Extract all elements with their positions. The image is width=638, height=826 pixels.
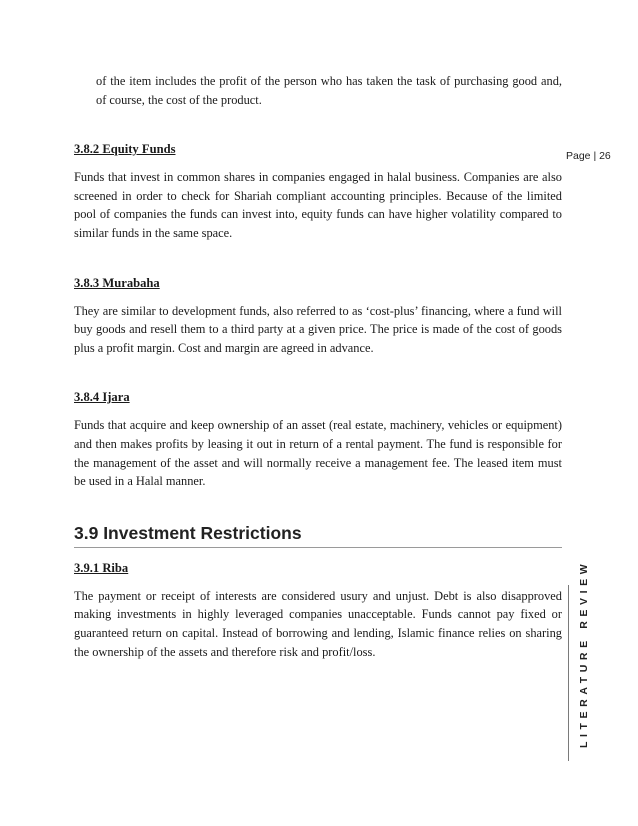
investment-restrictions-heading: 3.9 Investment Restrictions bbox=[74, 523, 562, 548]
intro-paragraph: of the item includes the profit of the person who has taken the task of purchasing good and, of course, the cost of the product. bbox=[96, 74, 562, 107]
ijara-paragraph: Funds that acquire and keep ownership of an asset (real estate, machinery, vehicles or equipment) and then makes profits by leasing it out in return of a rental payment. The fund is responsible for the management of the asset and will normally receive a management fee. The leased item must be used in a Halal manner. bbox=[74, 418, 562, 489]
page-number: Page | 26 bbox=[566, 150, 611, 162]
murabaha-paragraph: They are similar to development funds, also referred to as ‘cost-plus’ financing, where a fund will buy goods and resell them to a third party at a given price. The price is made of the cost of goods plus a profit margin. Cost and margin are agreed in advance. bbox=[74, 303, 562, 355]
side-divider bbox=[568, 585, 569, 761]
ijara-heading: 3.8.4 Ijara bbox=[74, 390, 130, 405]
equity-funds-paragraph: Funds that invest in common shares in companies engaged in halal business. Companies are also screened in order to check for Shariah compliant accounting principles. Because of the limited pool of companies the funds can invest into, equity funds can have higher volatility compared to similar funds in the same space. bbox=[74, 170, 562, 240]
page-content bbox=[74, 72, 562, 661]
riba-paragraph: The payment or receipt of interests are considered usury and unjust. Debt is also disapproved making investments in highly leveraged companies unacceptable. Funds cannot pay fixed or guaranteed return on capital. Instead of borrowing and lending, Islamic finance relies on sharing the ownership of the assets and therefore risk and profit/loss. bbox=[74, 588, 562, 659]
riba-heading: 3.9.1 Riba bbox=[74, 560, 129, 575]
murabaha-heading: 3.8.3 Murabaha bbox=[74, 275, 160, 290]
equity-funds-heading: 3.8.2 Equity Funds bbox=[74, 142, 176, 157]
chapter-side-label: LITERATURE REVIEW bbox=[578, 559, 590, 748]
